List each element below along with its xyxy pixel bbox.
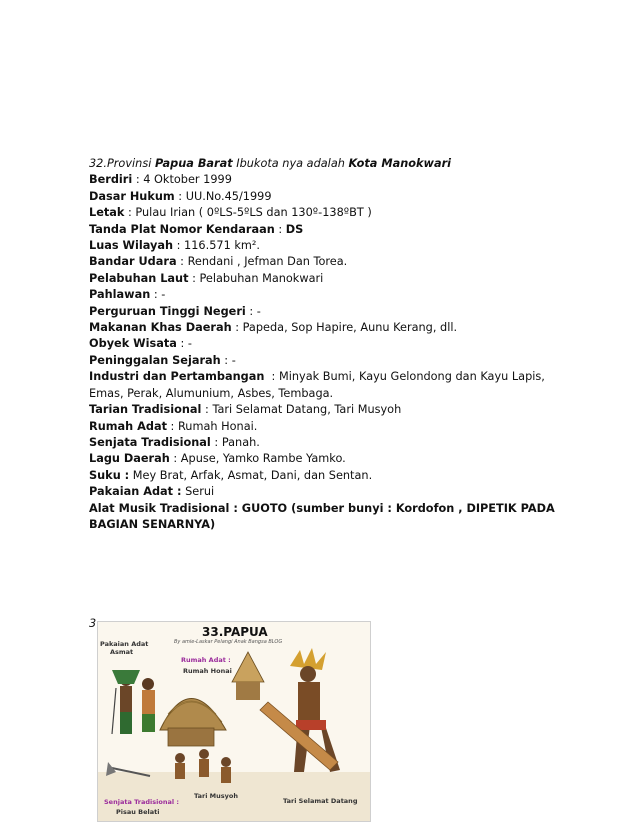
pakaian-adat-value: Asmat (110, 648, 134, 656)
senjata-label: Senjata Tradisional : (104, 798, 179, 806)
field-industri: Industri dan Pertambangan : Minyak Bumi, Kayu Gelondong dan Kayu Lapis, Emas, Perak, Alumunium, Asbes, Tembaga. (89, 370, 545, 400)
field-alat-musik: Alat Musik Tradisional : GUOTO (sumber bunyi : Kordofon , DIPETIK PADA BAGIAN SENARNYA) (89, 501, 555, 531)
capital-name: Kota Manokwari (348, 157, 452, 170)
rumah-adat-value: Rumah Honai (183, 667, 232, 675)
field-berdiri: Berdiri : 4 Oktober 1999 (89, 173, 232, 187)
field-tarian: Tarian Tradisional : Tari Selamat Datang, Tari Musyoh (89, 403, 402, 417)
papua-culture-illustration (97, 621, 371, 822)
field-lagu-daerah: Lagu Daerah : Apuse, Yamko Rambe Yamko. (89, 452, 346, 466)
field-pelabuhan-laut: Pelabuhan Laut : Pelabuhan Manokwari (89, 271, 324, 285)
tari-musyoh-label: Tari Musyoh (194, 792, 238, 800)
pakaian-adat-label: Pakaian Adat (100, 640, 149, 648)
field-makanan-khas: Makanan Khas Daerah : Papeda, Sop Hapire, Aunu Kerang, dll. (89, 321, 458, 335)
field-obyek-wisata: Obyek Wisata : - (89, 337, 192, 351)
field-perguruan-tinggi: Perguruan Tinggi Negeri : - (89, 304, 261, 318)
tari-selamat-datang-label: Tari Selamat Datang (283, 797, 358, 805)
field-pahlawan: Pahlawan : - (89, 288, 166, 302)
province-name: Papua Barat (154, 157, 233, 170)
field-luas-wilayah: Luas Wilayah : 116.571 km². (89, 239, 261, 253)
heading-number: 32. (89, 157, 107, 170)
field-suku: Suku : Mey Brat, Arfak, Asmat, Dani, dan Sentan. (89, 468, 373, 482)
page-number: 3 (89, 617, 97, 630)
rumah-adat-label: Rumah Adat : (181, 656, 231, 664)
field-dasar-hukum: Dasar Hukum : UU.No.45/1999 (89, 189, 272, 203)
asmat-people-drawing (112, 670, 155, 734)
field-senjata: Senjata Tradisional : Panah. (89, 435, 260, 449)
senjata-value: Pisau Belati (116, 808, 160, 816)
province-heading (89, 156, 559, 172)
heading-ibukota: Ibukota nya adalah (236, 157, 345, 170)
field-peninggalan-sejarah: Peninggalan Sejarah : - (89, 353, 236, 367)
document-body (89, 156, 559, 533)
field-bandar-udara: Bandar Udara : Rendani , Jefman Dan Torea. (89, 255, 348, 269)
field-plat-nomor: Tanda Plat Nomor Kendaraan : DS (89, 222, 304, 236)
field-rumah-adat: Rumah Adat : Rumah Honai. (89, 419, 258, 433)
field-pakaian-adat: Pakaian Adat : Serui (89, 485, 215, 499)
figure-title: 33.PAPUA (202, 625, 268, 639)
heading-provinsi: Provinsi (106, 157, 152, 170)
field-letak: Letak : Pulau Irian ( 0ºLS-5ºLS dan 130º-138ºBT ) (89, 206, 372, 220)
figure-subtitle: By amie-Laskar Pelangi Anak Bangsa BLOG (174, 639, 283, 645)
dancer-drawing (260, 648, 340, 772)
